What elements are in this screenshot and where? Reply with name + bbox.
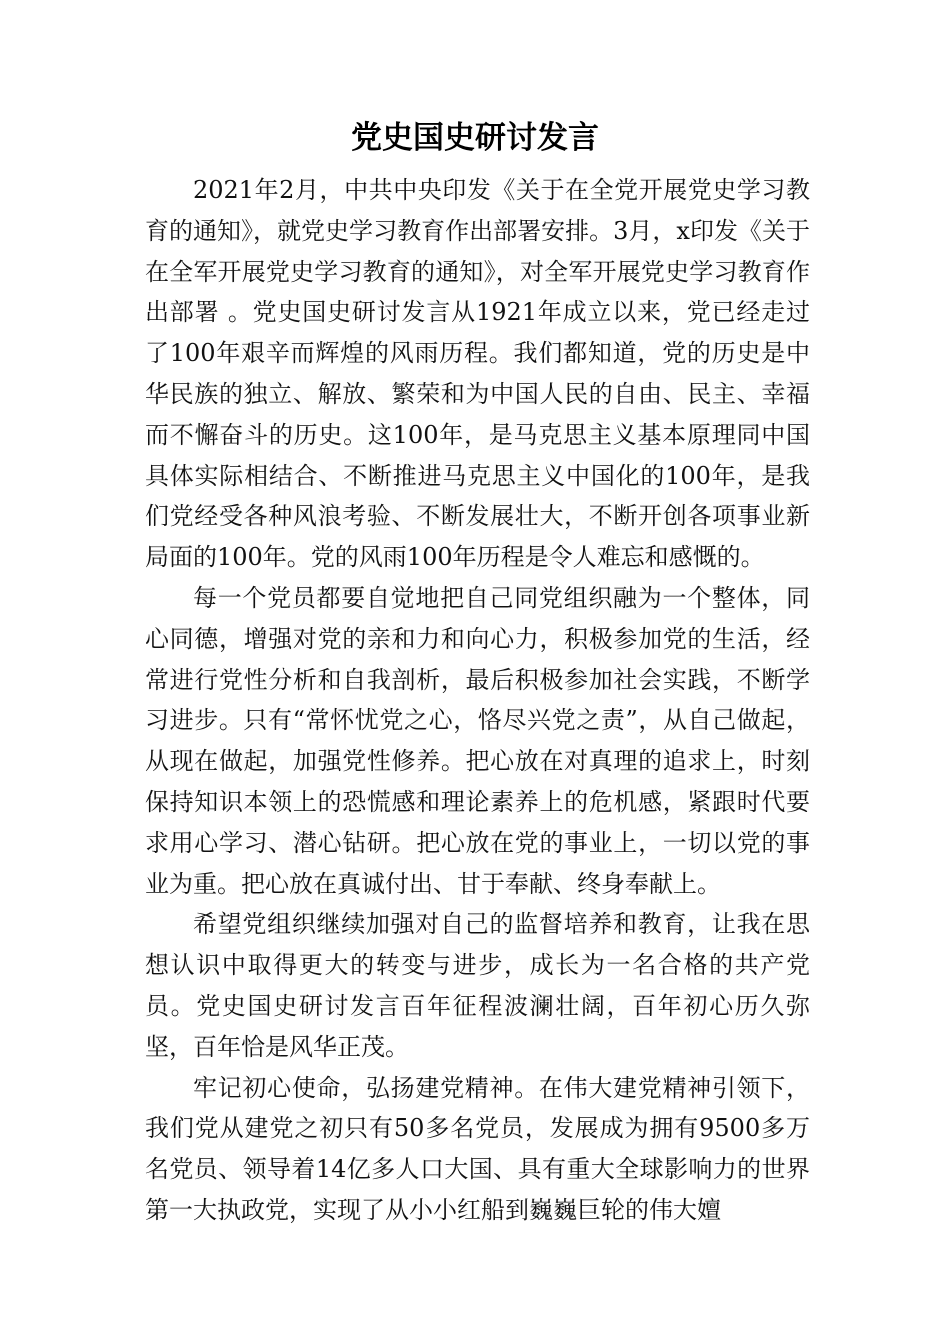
paragraph: 2021年2月，中共中央印发《关于在全党开展党史学习教育的通知》，就党史学习教育作出部署安排。3月，x印发《关于在全军开展党史学习教育的通知》，对全军开展党史学习教育作出部署 。党史国史研讨发言从1921年成立以来，党已经走过了100年艰辛而辉煌的风雨历程。我们都知道，党的历史是中华民族的独立、解放、繁荣和为中国人民的自由、民主、幸福而不懈奋斗的历史。这100年，是马克思主义基本原理同中国具体实际相结合、不断推进马克思主义中国化的100年，是我们党经受各种风浪考验、不断发展壮大，不断开创各项事业新局面的100年。党的风雨100年历程是令人难忘和感慨的。 xyxy=(145,176,810,572)
paragraph: 牢记初心使命，弘扬建党精神。在伟大建党精神引领下，我们党从建党之初只有50多名党员，发展成为拥有9500多万名党员、领导着14亿多人口大国、具有重大全球影响力的世界第一大执政党，实现了从小小红船到巍巍巨轮的伟大嬗 xyxy=(145,1073,810,1224)
document-body xyxy=(145,170,810,1231)
paragraph: 希望党组织继续加强对自己的监督培养和教育，让我在思想认识中取得更大的转变与进步，成长为一名合格的共产党员。党史国史研讨发言百年征程波澜壮阔，百年初心历久弥坚，百年恰是风华正茂。 xyxy=(145,910,810,1061)
paragraph: 每一个党员都要自觉地把自己同党组织融为一个整体，同心同德，增强对党的亲和力和向心力，积极参加党的生活，经常进行党性分析和自我剖析，最后积极参加社会实践，不断学习进步。只有“常怀忧党之心，恪尽兴党之责”，从自己做起，从现在做起，加强党性修养。把心放在对真理的追求上，时刻保持知识本领上的恐慌感和理论素养上的危机感，紧跟时代要求用心学习、潜心钻研。把心放在党的事业上，一切以党的事业为重。把心放在真诚付出、甘于奉献、终身奉献上。 xyxy=(145,583,810,898)
document-title: 党史国史研讨发言 xyxy=(351,120,599,156)
